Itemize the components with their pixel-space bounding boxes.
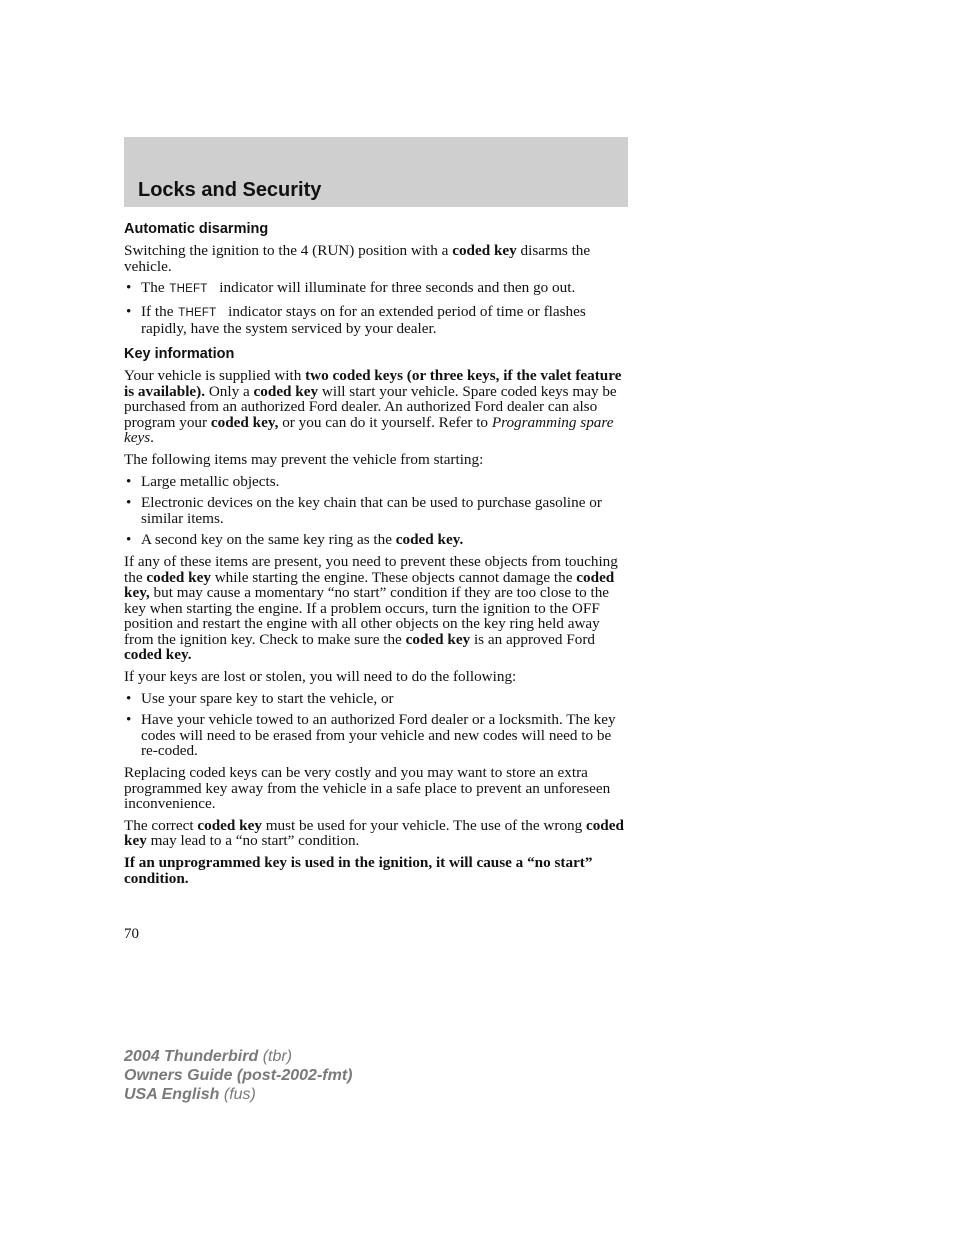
lost-keys-list bbox=[124, 691, 630, 759]
heading-automatic-disarming: Automatic disarming bbox=[124, 221, 269, 237]
list-item: • The THEFT indicator will illuminate for three seconds and then go out. bbox=[124, 280, 630, 298]
auto-disarm-intro: Switching the ignition to the 4 (RUN) position with a coded key disarms the vehicle. bbox=[124, 242, 591, 275]
document-footer bbox=[124, 1047, 352, 1104]
list-item: • A second key on the same key ring as the coded key. bbox=[124, 532, 630, 548]
footer-line-model: 2004 Thunderbird (tbr) bbox=[124, 1048, 293, 1065]
key-info-para-2: The following items may prevent the vehicle from starting: bbox=[124, 450, 484, 468]
key-info-para-6: The correct coded key must be used for your vehicle. The use of the wrong coded key may lead to a “no start” condition. bbox=[124, 816, 624, 850]
key-info-para-4: If your keys are lost or stolen, you will need to do the following: bbox=[124, 668, 517, 686]
warning-text: If an unprogrammed key is used in the ignition, it will cause a “no start” condition. bbox=[124, 854, 593, 887]
list-item: • If the THEFT indicator stays on for an extended period of time or flashes rapidly, have the system serviced by your dealer. bbox=[124, 304, 630, 337]
list-item: • Use your spare key to start the vehicle, or bbox=[124, 691, 630, 707]
theft-indicator-label: THEFT bbox=[178, 306, 217, 319]
list-item: • Electronic devices on the key chain that can be used to purchase gasoline or similar items. bbox=[124, 495, 630, 526]
key-info-para-5: Replacing coded keys can be very costly and you may want to store an extra programmed key away from the vehicle in a safe place to prevent an unforeseen inconvenience. bbox=[124, 764, 611, 813]
footer-line-guide: Owners Guide (post-2002-fmt) bbox=[124, 1067, 353, 1084]
section-header-band bbox=[124, 137, 628, 207]
footer-line-language: USA English (fus) bbox=[124, 1086, 256, 1103]
page-number: 70 bbox=[124, 926, 139, 942]
cross-reference: Programming spare keys bbox=[124, 413, 614, 447]
key-info-para-1: Your vehicle is supplied with two coded keys (or three keys, if the valet feature is available). Only a coded key will start your vehicle. Spare coded keys may be purchased from an authorized Ford dealer. An authorized Ford dealer can also program your coded key, or you can do it yourself. Refer to Programming spare keys. bbox=[124, 366, 622, 447]
key-info-para-3: If any of these items are present, you need to prevent these objects from touching the coded key while starting the engine. These objects cannot damage the coded key, but may cause a momentary “no start” condition if they are too close to the key when starting the engine. If a problem occurs, turn the ignition to the OFF position and restart the engine with all other objects on the key ring held away from the ignition key. Check to make sure the coded key is an approved Ford coded key. bbox=[124, 552, 618, 664]
auto-disarm-bullets bbox=[124, 280, 630, 337]
theft-indicator-label: THEFT bbox=[169, 283, 208, 296]
page-content bbox=[124, 221, 630, 892]
heading-key-information: Key information bbox=[124, 345, 235, 362]
section-title: Locks and Security bbox=[138, 179, 322, 201]
list-item: • Have your vehicle towed to an authorized Ford dealer or a locksmith. The key codes will need to be erased from your vehicle and new codes will need to be re-coded. bbox=[124, 712, 630, 759]
starting-obstacles-list bbox=[124, 474, 630, 548]
list-item: • Large metallic objects. bbox=[124, 474, 630, 490]
